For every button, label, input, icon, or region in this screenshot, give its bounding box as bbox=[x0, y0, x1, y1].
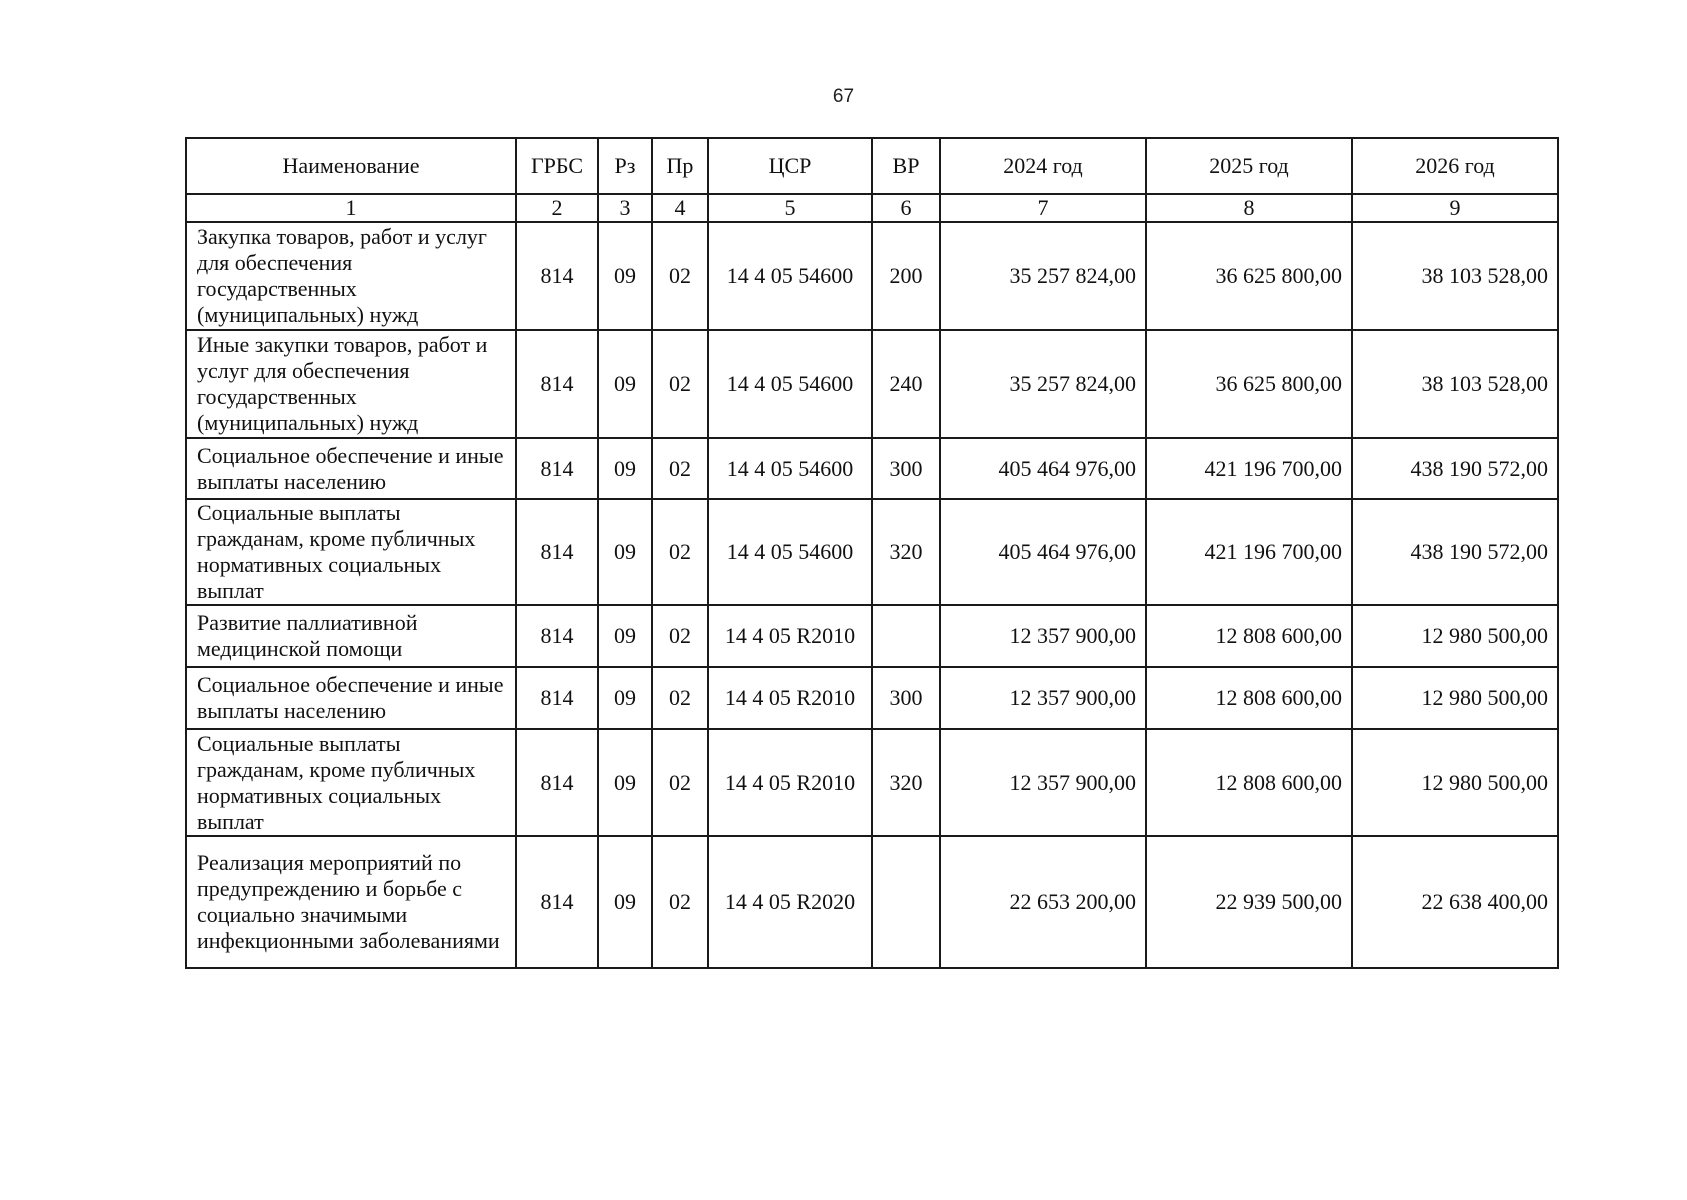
table-row bbox=[186, 330, 1558, 438]
row-rz: 09 bbox=[598, 499, 652, 605]
table-row bbox=[186, 605, 1558, 667]
row-2024: 12 357 900,00 bbox=[940, 729, 1146, 836]
row-vr: 300 bbox=[872, 667, 940, 729]
table-row bbox=[186, 222, 1558, 330]
row-vr bbox=[872, 605, 940, 667]
row-vr: 200 bbox=[872, 222, 940, 330]
header-2024: 2024 год bbox=[940, 138, 1146, 194]
row-vr: 300 bbox=[872, 438, 940, 499]
column-number: 1 bbox=[186, 194, 516, 222]
row-csr: 14 4 05 54600 bbox=[708, 438, 872, 499]
column-number: 6 bbox=[872, 194, 940, 222]
header-grbs: ГРБС bbox=[516, 138, 598, 194]
column-number: 8 bbox=[1146, 194, 1352, 222]
row-pr: 02 bbox=[652, 667, 708, 729]
header-2025: 2025 год bbox=[1146, 138, 1352, 194]
row-2025: 36 625 800,00 bbox=[1146, 222, 1352, 330]
header-rz: Рз bbox=[598, 138, 652, 194]
table-row bbox=[186, 438, 1558, 499]
header-2026: 2026 год bbox=[1352, 138, 1558, 194]
row-2024: 22 653 200,00 bbox=[940, 836, 1146, 968]
row-2026: 12 980 500,00 bbox=[1352, 667, 1558, 729]
row-grbs: 814 bbox=[516, 438, 598, 499]
header-csr: ЦСР bbox=[708, 138, 872, 194]
row-2024: 405 464 976,00 bbox=[940, 438, 1146, 499]
row-name: Социальное обеспечение и иные выплаты населению bbox=[186, 438, 516, 499]
row-2024: 35 257 824,00 bbox=[940, 222, 1146, 330]
row-name: Социальные выплаты гражданам, кроме публичных нормативных социальных выплат bbox=[186, 499, 516, 605]
row-rz: 09 bbox=[598, 222, 652, 330]
row-pr: 02 bbox=[652, 438, 708, 499]
column-number-row bbox=[186, 194, 1558, 222]
row-rz: 09 bbox=[598, 729, 652, 836]
row-vr: 320 bbox=[872, 729, 940, 836]
table-row bbox=[186, 729, 1558, 836]
row-name: Иные закупки товаров, работ и услуг для обеспечения государственных (муниципальных) нужд bbox=[186, 330, 516, 438]
row-pr: 02 bbox=[652, 729, 708, 836]
row-2025: 12 808 600,00 bbox=[1146, 729, 1352, 836]
row-name: Развитие паллиативной медицинской помощи bbox=[186, 605, 516, 667]
header-vr: ВР bbox=[872, 138, 940, 194]
row-grbs: 814 bbox=[516, 222, 598, 330]
row-2026: 12 980 500,00 bbox=[1352, 605, 1558, 667]
row-grbs: 814 bbox=[516, 499, 598, 605]
column-number: 2 bbox=[516, 194, 598, 222]
row-rz: 09 bbox=[598, 605, 652, 667]
row-2025: 36 625 800,00 bbox=[1146, 330, 1352, 438]
row-grbs: 814 bbox=[516, 330, 598, 438]
header-pr: Пр bbox=[652, 138, 708, 194]
row-rz: 09 bbox=[598, 667, 652, 729]
row-vr: 240 bbox=[872, 330, 940, 438]
column-number: 3 bbox=[598, 194, 652, 222]
row-2026: 438 190 572,00 bbox=[1352, 438, 1558, 499]
row-grbs: 814 bbox=[516, 605, 598, 667]
row-vr bbox=[872, 836, 940, 968]
table-row bbox=[186, 499, 1558, 605]
row-2026: 38 103 528,00 bbox=[1352, 330, 1558, 438]
column-number: 4 bbox=[652, 194, 708, 222]
row-pr: 02 bbox=[652, 836, 708, 968]
table-header-row bbox=[186, 138, 1558, 194]
row-rz: 09 bbox=[598, 438, 652, 499]
header-name: Наименование bbox=[186, 138, 516, 194]
row-2026: 22 638 400,00 bbox=[1352, 836, 1558, 968]
row-2025: 12 808 600,00 bbox=[1146, 667, 1352, 729]
row-2024: 12 357 900,00 bbox=[940, 667, 1146, 729]
page-number: 67 bbox=[832, 86, 855, 107]
row-vr: 320 bbox=[872, 499, 940, 605]
row-name: Социальные выплаты гражданам, кроме публичных нормативных социальных выплат bbox=[186, 729, 516, 836]
row-2024: 405 464 976,00 bbox=[940, 499, 1146, 605]
row-csr: 14 4 05 54600 bbox=[708, 330, 872, 438]
row-2024: 35 257 824,00 bbox=[940, 330, 1146, 438]
row-csr: 14 4 05 54600 bbox=[708, 222, 872, 330]
row-name: Социальное обеспечение и иные выплаты населению bbox=[186, 667, 516, 729]
row-2024: 12 357 900,00 bbox=[940, 605, 1146, 667]
row-2026: 38 103 528,00 bbox=[1352, 222, 1558, 330]
budget-table bbox=[185, 137, 1559, 969]
row-csr: 14 4 05 R2010 bbox=[708, 729, 872, 836]
row-2025: 22 939 500,00 bbox=[1146, 836, 1352, 968]
row-csr: 14 4 05 R2020 bbox=[708, 836, 872, 968]
row-csr: 14 4 05 R2010 bbox=[708, 605, 872, 667]
row-name: Реализация мероприятий по предупреждению и борьбе с социально значимыми инфекционными заболеваниями bbox=[186, 836, 516, 968]
row-2026: 438 190 572,00 bbox=[1352, 499, 1558, 605]
row-grbs: 814 bbox=[516, 836, 598, 968]
row-csr: 14 4 05 R2010 bbox=[708, 667, 872, 729]
row-pr: 02 bbox=[652, 330, 708, 438]
column-number: 9 bbox=[1352, 194, 1558, 222]
row-grbs: 814 bbox=[516, 729, 598, 836]
row-pr: 02 bbox=[652, 222, 708, 330]
table-row bbox=[186, 836, 1558, 968]
row-2026: 12 980 500,00 bbox=[1352, 729, 1558, 836]
column-number: 5 bbox=[708, 194, 872, 222]
row-2025: 421 196 700,00 bbox=[1146, 499, 1352, 605]
row-pr: 02 bbox=[652, 605, 708, 667]
row-pr: 02 bbox=[652, 499, 708, 605]
row-name: Закупка товаров, работ и услуг для обеспечения государственных (муниципальных) нужд bbox=[186, 222, 516, 330]
column-number: 7 bbox=[940, 194, 1146, 222]
row-2025: 421 196 700,00 bbox=[1146, 438, 1352, 499]
row-grbs: 814 bbox=[516, 667, 598, 729]
row-rz: 09 bbox=[598, 330, 652, 438]
row-csr: 14 4 05 54600 bbox=[708, 499, 872, 605]
table-row bbox=[186, 667, 1558, 729]
row-rz: 09 bbox=[598, 836, 652, 968]
row-2025: 12 808 600,00 bbox=[1146, 605, 1352, 667]
